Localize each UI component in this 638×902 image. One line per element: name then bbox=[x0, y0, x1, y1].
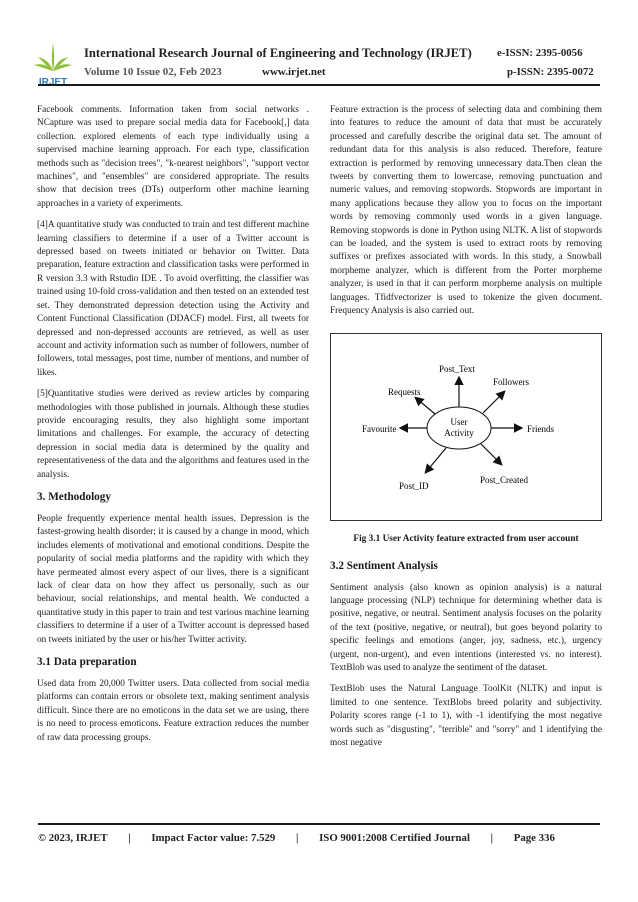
journal-title: International Research Journal of Engineering and Technology (IRJET) bbox=[84, 46, 472, 60]
footer-separator: | bbox=[490, 832, 494, 844]
journal-website[interactable]: www.irjet.net bbox=[262, 66, 326, 78]
footer-separator: | bbox=[128, 832, 131, 844]
page-footer bbox=[38, 832, 600, 844]
volume-issue: Volume 10 Issue 02, Feb 2023 bbox=[84, 66, 222, 78]
arrow-post-created bbox=[481, 444, 501, 464]
left-column bbox=[37, 104, 309, 753]
logo-text: IRJET bbox=[38, 77, 68, 88]
node-friends: Friends bbox=[527, 423, 554, 434]
paragraph: Sentiment analysis (also known as opinion analysis) is a natural language processing (NLP) technique for determining whether data is positive, negative, or neutral. Sentiment analysis focuses on the polarity of the text (positive, negative, or neutral), but goes beyond polarity to specific feelings and emotions (anger, joy, sadness, etc.), urgency (urgent, non-urgent), and even intentions (interested vs. no interest). TextBlob was used to analyze the sentiment of the dataset. bbox=[330, 582, 602, 673]
center-label: User bbox=[450, 416, 468, 427]
paragraph: Used data from 20,000 Twitter users. Data collected from social media platforms can contain errors or obsolete text, making sentiment analysis difficult. Since there are no emoticons in the data set we are using, there is no need to process emoticons. Feature extraction reduces the number of raw data processing groups. bbox=[37, 679, 309, 743]
paragraph: Facebook comments. Information taken from social networks . NCapture was used to prepare social media data for Facebook[,] data collection. explored elements of each type individually using a supervised machine learning approach. For each type, classification methods such as "decision trees", "k-nearest neighbors", "support vector machines", and "ensembles" are considered appropriate. The results show that decision trees (DTs) outperform other machine learning approaches in a variety of experiments. bbox=[37, 105, 309, 209]
figure-user-activity bbox=[330, 333, 602, 521]
section-heading-sentiment-analysis: 3.2 Sentiment Analysis bbox=[330, 559, 438, 572]
arrow-followers bbox=[483, 392, 504, 413]
center-label: Activity bbox=[444, 427, 474, 438]
node-post-created: Post_Created bbox=[480, 474, 528, 485]
paragraph: People frequently experience mental health issues. Depression is the fastest-growing health disorder; it is caused by a change in mood, which includes elements of motivational and emotional conditions. Despite the popularity of social media platforms and the rapidity with which they have permeated almost every aspect of our lives, there is a significant lack of clear data on how they affect us personally, such as our behaviour, social relationships, and mental health. We conducted a quantitative study in this paper to train and test various machine learning classifiers to determine if a user of a Twitter account is depressed based on tweets initiated by the user or his/her Twitter activity. bbox=[37, 513, 309, 645]
node-post-id: Post_ID bbox=[399, 480, 429, 491]
arrow-post-id bbox=[426, 448, 446, 472]
page-number: Page 336 bbox=[513, 832, 555, 844]
page-header bbox=[0, 0, 638, 90]
copyright: © 2023, IRJET bbox=[38, 832, 108, 844]
header-divider bbox=[38, 84, 600, 86]
node-favourite: Favourite bbox=[362, 423, 397, 434]
section-heading-data-preparation: 3.1 Data preparation bbox=[37, 656, 137, 669]
footer-separator: | bbox=[296, 832, 299, 844]
impact-factor: Impact Factor value: 7.529 bbox=[151, 832, 276, 844]
footer-divider bbox=[38, 823, 600, 825]
iso-certification: ISO 9001:2008 Certified Journal bbox=[319, 832, 470, 844]
arrow-requests bbox=[416, 398, 435, 414]
node-post-text: Post_Text bbox=[439, 363, 475, 374]
paragraph: [5]Quantitative studies were derived as review articles by comparing methodologies with those published in journals. Although these studies provide encouraging results, they also highlight some important limitations and challenges. For example, the accuracy of detecting depression in social media data is determined by the quality and representativeness of the data and the algorithms and features used in the analysis. bbox=[37, 389, 309, 480]
paragraph: [4]A quantitative study was conducted to train and test different machine learning classifiers to determine if a user of a Twitter account is depressed based on tweets initiated or behavior on Twitter. Data preparation, feature extraction and classification tasks were performed in R version 3.3 with Rstudio IDE . To avoid overfitting, the classifier was trained using 10-fold cross-validation and then tested on an extended test set. They demonstrated depression detection using the Activity and Content Functional Classification (DDACF) model. First, all tweets for depressed and non-depressed accounts are retrieved, as well as user account and activity information such as number of followers, number of followers, total messages, post time, number of mentions, and number of likes. bbox=[37, 220, 309, 378]
irjet-logo bbox=[28, 41, 78, 89]
eissn: e-ISSN: 2395-0056 bbox=[497, 47, 583, 59]
paragraph: Feature extraction is the process of selecting data and combining them into features to reduce the amount of data that must be accurately processed and carefully describe the original data set. The amount of redundant data for this analysis is also reduced. Therefore, feature extraction is performed by removing unnecessary data.Then clean the tweets by converting them to lowercase, removing punctuation and numeric values, and removing stopwords. Stopwords are important in many applications because they allow you to focus on the important words by removing commonly used words in a given language. Removing stopwords is done in Python using NLTK. A list of stopwords can be loaded, and the system is used to extract roots by removing suffixes or prefixes associated with words. In this study, a Snowball morpheme analyzer, which is different from the Porter morpheme analyzer, is used in that it can perform morpheme analysis on multiple languages. Tfidfvectorizer is used to tokenize the given document. Frequency Analysis is also carried out. bbox=[330, 105, 602, 317]
figure-caption: Fig 3.1 User Activity feature extracted from user account bbox=[353, 533, 579, 544]
node-requests: Requests bbox=[388, 386, 421, 397]
paragraph: TextBlob uses the Natural Language ToolKit (NLTK) and input is limited to one sentence. TextBlobs breed polarity and subjectivity. Polarity scores range (-1 to 1), with -1 identifying the most negative words such as "disgusting", "terrible" and "sorry" and 1 identifying the most negative bbox=[330, 684, 602, 748]
right-column bbox=[330, 104, 602, 758]
section-heading-methodology: 3. Methodology bbox=[37, 490, 111, 503]
user-activity-diagram bbox=[331, 334, 601, 520]
node-followers: Followers bbox=[493, 376, 529, 387]
pissn: p-ISSN: 2395-0072 bbox=[507, 66, 594, 78]
